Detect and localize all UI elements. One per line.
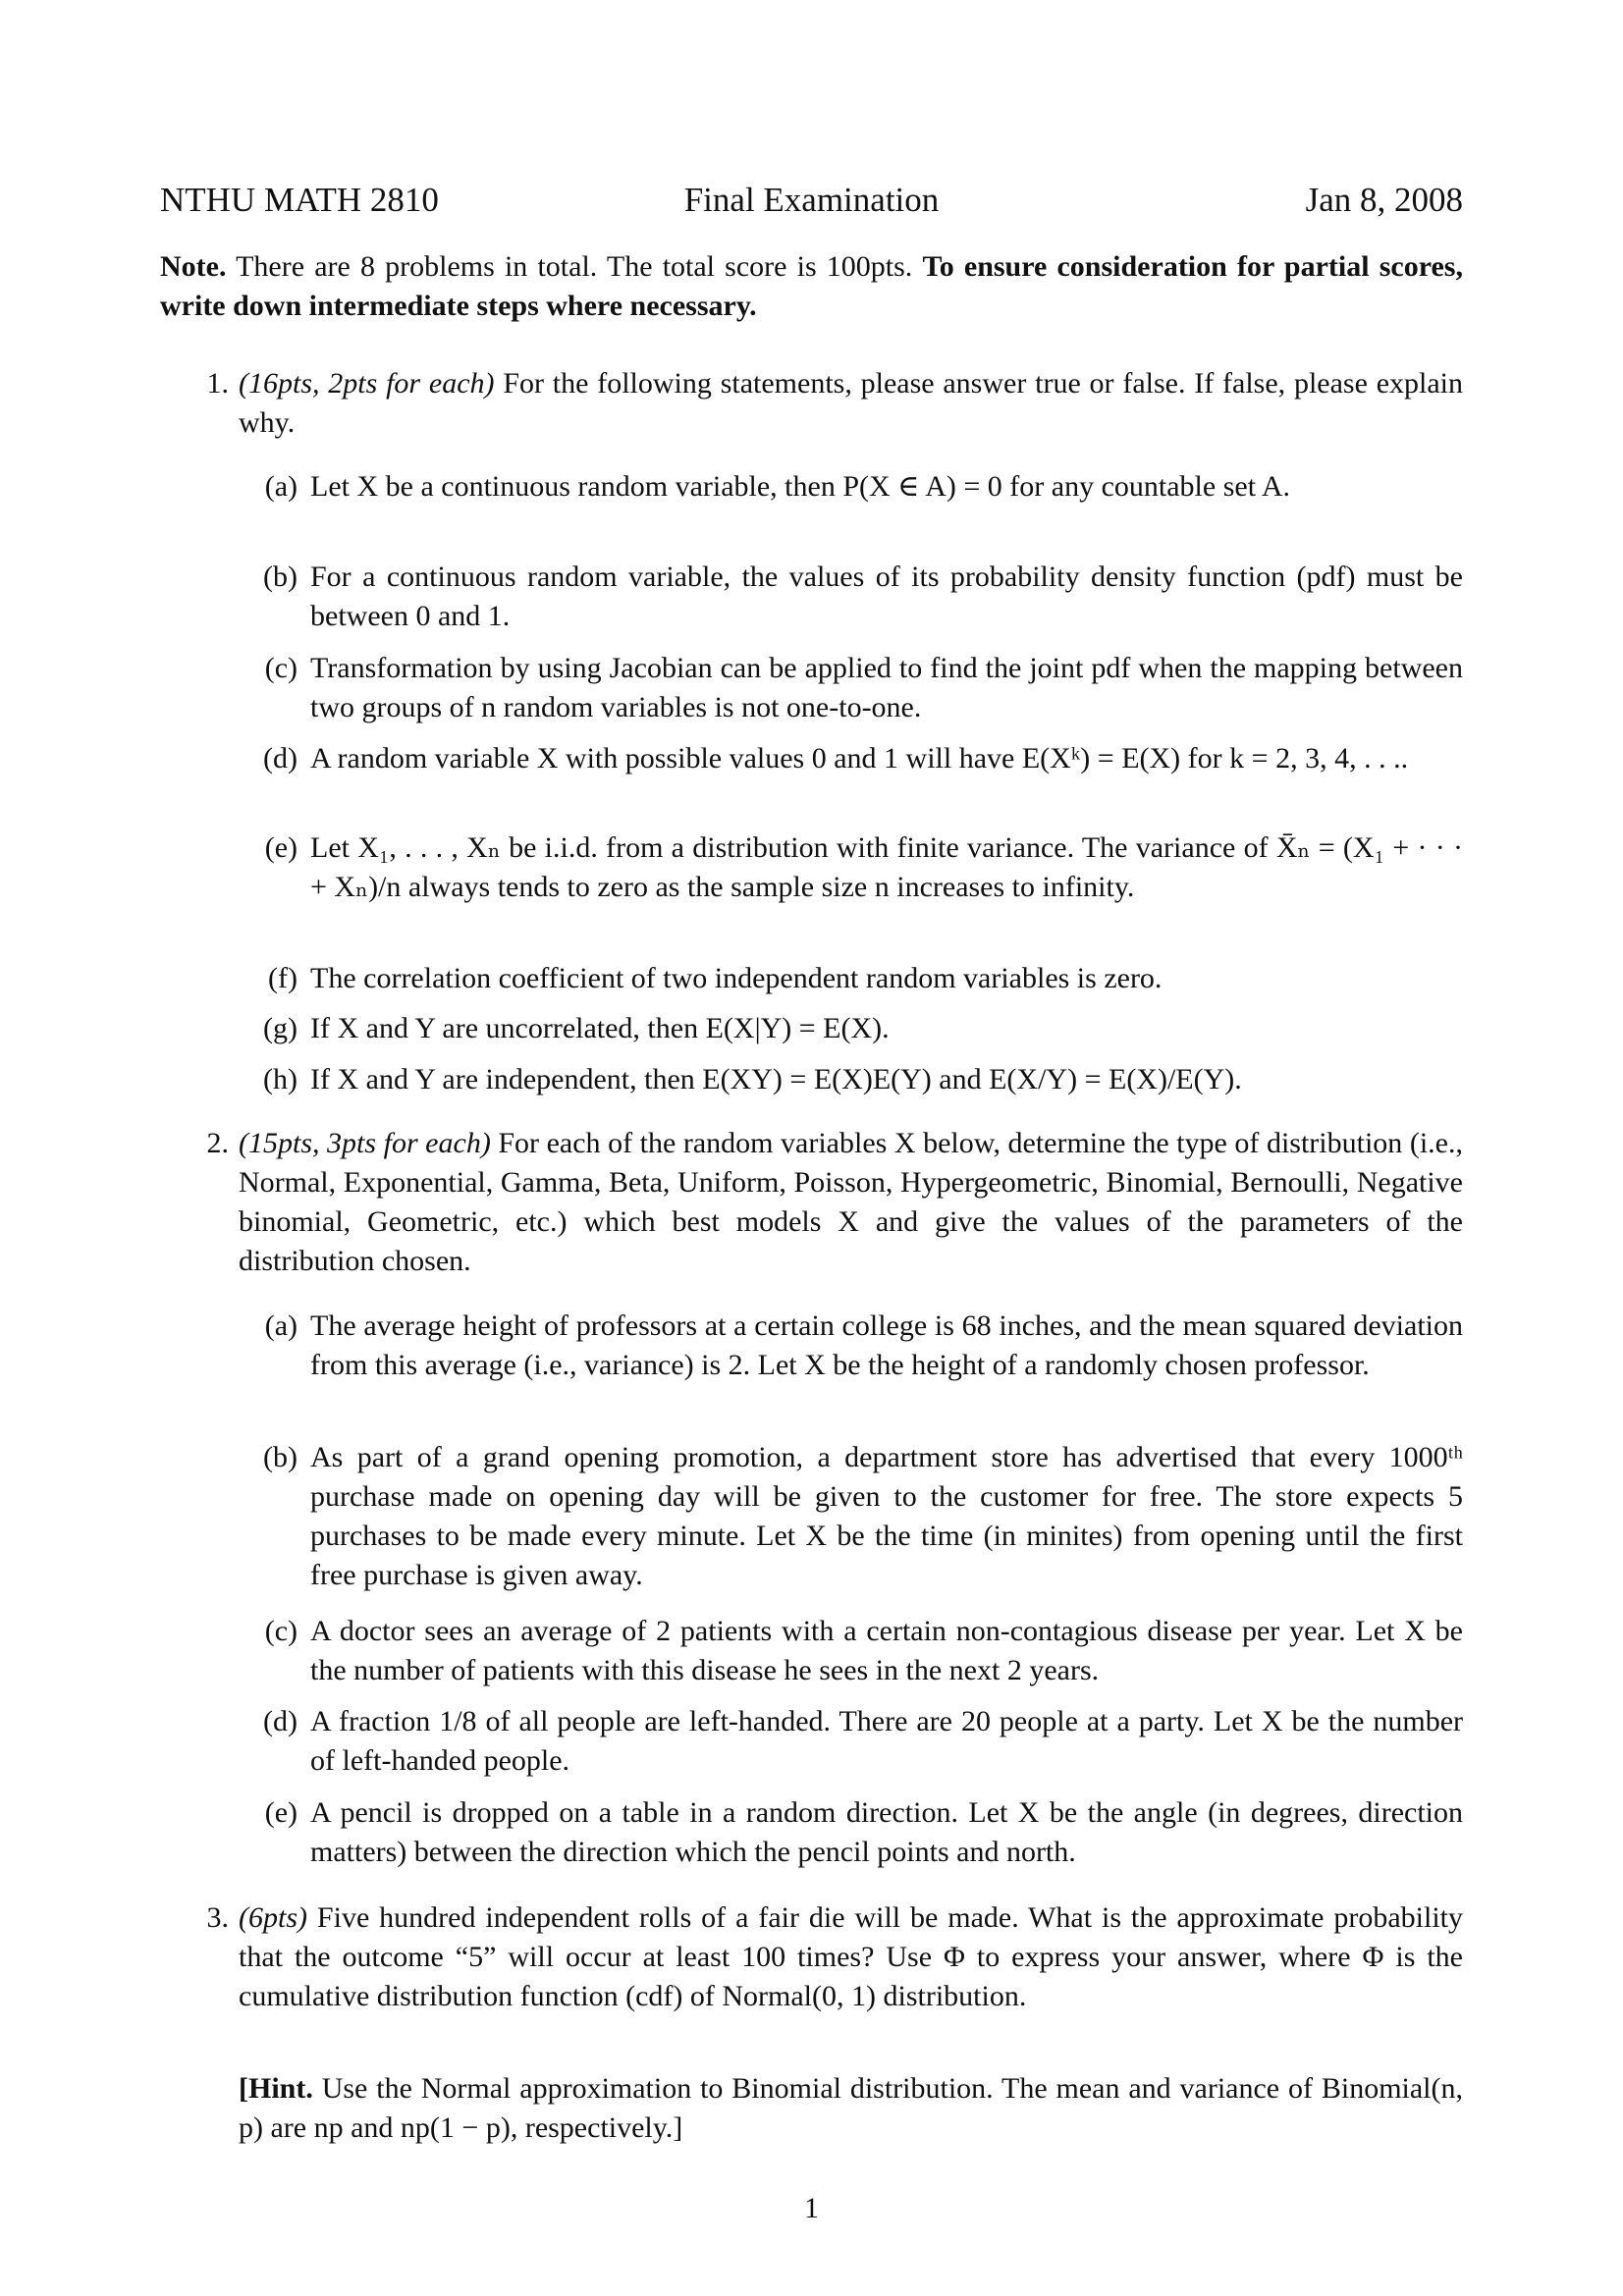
item-label: (a) (264, 1309, 298, 1342)
problem-points: (15pts, 3pts for each) (239, 1127, 491, 1159)
course-code: NTHU MATH 2810 (160, 181, 439, 219)
item-label: (h) (263, 1063, 298, 1095)
problem-2d (239, 1702, 1463, 1781)
problem-text: Five hundred independent rolls of a fair die will be made. What is the approximate probability that the outcome “5” will occur at least 100 times? Use Φ to express your answer, where Φ is the cumulative distribution function (cdf) of Normal(0, 1) distribution. (239, 1901, 1463, 2012)
item-text: Transformation by using Jacobian can be applied to find the joint pdf when the mapping between two groups of n random variables is not one-to-one. (310, 652, 1463, 723)
item-label: (b) (263, 1441, 298, 1473)
page-number: 1 (804, 2192, 819, 2224)
problem-1g (239, 1009, 1463, 1048)
hint-label: [Hint. (239, 2072, 313, 2105)
item-text: A random variable X with possible values 0 and 1 will have E(Xᵏ) = E(X) for k = 2, 3, 4, . . .. (310, 742, 1409, 774)
problem-3 (160, 1898, 1463, 2016)
item-text: A doctor sees an average of 2 patients with a certain non-contagious disease per year. Let X be the number of patients with this disease he sees in the next 2 years. (310, 1615, 1463, 1686)
item-label: (b) (263, 561, 298, 593)
item-text: As part of a grand opening promotion, a department store has advertised that every 1000ᵗʰ purchase made on opening day will be given to the customer for free. The store expects 5 purchases to be made every minute. Let X be the time (in minites) from opening until the first free purchase is given away. (310, 1441, 1463, 1591)
problem-points: (6pts) (239, 1901, 307, 1934)
item-label: (d) (263, 742, 298, 774)
problem-1 (160, 364, 1463, 443)
problem-1d (239, 739, 1463, 778)
item-label: (e) (264, 1796, 298, 1829)
problem-text: For the following statements, please answer true or false. If false, please explain why. (239, 367, 1464, 439)
item-text: The correlation coefficient of two independent random variables is zero. (310, 962, 1163, 994)
problem-2 (160, 1124, 1463, 1281)
problem-points: (16pts, 2pts for each) (239, 367, 495, 400)
problem-number: 3. (206, 1901, 229, 1934)
note-bold: To ensure consideration for partial scores, write down intermediate steps where necessary. (160, 250, 1463, 322)
note-label: Note. (160, 250, 227, 283)
item-text: A pencil is dropped on a table in a random direction. Let X be the angle (in degrees, direction matters) between the direction which the pencil points and north. (310, 1796, 1463, 1868)
item-text: A fraction 1/8 of all people are left-handed. There are 20 people at a party. Let X be the number of left-handed people. (310, 1705, 1463, 1777)
problem-number: 2. (206, 1127, 229, 1159)
item-label: (c) (264, 1615, 298, 1647)
exam-title: Final Examination (683, 181, 940, 219)
problem-number: 1. (206, 367, 229, 400)
item-label: (c) (264, 652, 298, 684)
problem-1c (239, 649, 1463, 727)
item-label: (f) (268, 962, 298, 994)
problem-1a (239, 467, 1463, 507)
item-text: If X and Y are uncorrelated, then E(X|Y) = E(X). (310, 1012, 890, 1044)
item-label: (e) (264, 831, 298, 864)
item-text: If X and Y are independent, then E(XY) = E(X)E(Y) and E(X/Y) = E(X)/E(Y). (310, 1063, 1242, 1095)
item-text: The average height of professors at a certain college is 68 inches, and the mean squared deviation from this average (i.e., variance) is 2. Let X be the height of a randomly chosen professor. (310, 1309, 1463, 1381)
item-text: Let X be a continuous random variable, then P(X ∈ A) = 0 for any countable set A. (310, 470, 1291, 503)
problem-2c (239, 1612, 1463, 1690)
problem-1b (239, 558, 1463, 636)
problem-2b (239, 1438, 1463, 1595)
problem-3-hint (160, 2069, 1463, 2148)
item-label: (d) (263, 1705, 298, 1737)
problem-1f (239, 959, 1463, 998)
problem-text: For each of the random variables X below, determine the type of distribution (i.e., Normal, Exponential, Gamma, Beta, Uniform, Poisson, Hypergeometric, Binomial, Bernoulli, Negative binomial, Geometric, etc.) which best models X and give the values of the parameters of the distribution chosen. (239, 1127, 1464, 1277)
note-text: There are 8 problems in total. The total score is 100pts. (226, 250, 923, 283)
exam-date: Jan 8, 2008 (1305, 181, 1463, 219)
problem-1e (239, 828, 1463, 907)
problem-2a (239, 1307, 1463, 1385)
item-text: For a continuous random variable, the values of its probability density function (pdf) must be between 0 and 1. (310, 561, 1463, 632)
problem-1h (239, 1060, 1463, 1099)
item-label: (g) (263, 1012, 298, 1044)
item-label: (a) (264, 470, 298, 503)
exam-note (160, 247, 1463, 326)
problem-2e (239, 1793, 1463, 1872)
item-text: Let X₁, . . . , Xₙ be i.i.d. from a distribution with finite variance. The variance of X̄ₙ = (X₁ + · · · + Xₙ)/n always tends to zero as the sample size n increases to infinity. (310, 831, 1463, 903)
hint-text: Use the Normal approximation to Binomial distribution. The mean and variance of Binomial(n, p) are np and np(1 − p), respectively.] (239, 2072, 1463, 2144)
